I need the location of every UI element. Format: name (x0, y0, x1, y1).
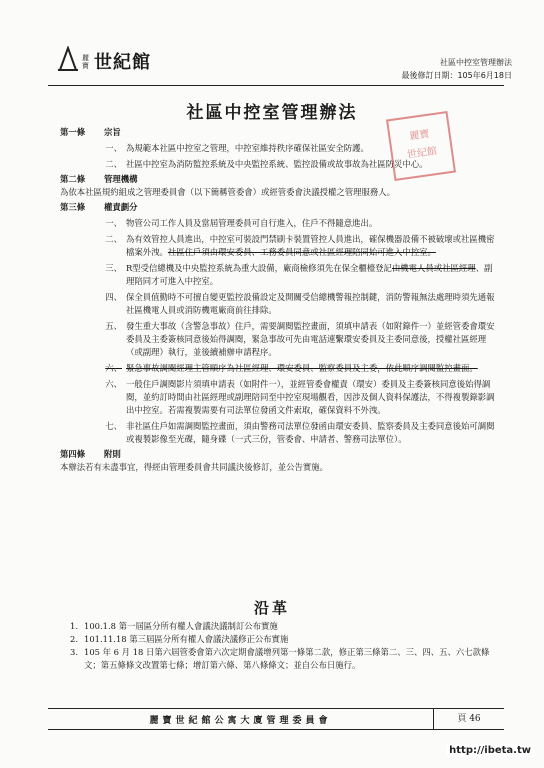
history-item: 3. 105 年 6 月 18 日第六屆管委會第六次定期會議增列第一條第二款，修正第三條第二、三、四、五、六七款條文；第五條條文改置第七條；增訂第六條、第八條條文；並自公布日施行。 (70, 647, 490, 670)
footer-org: 麗寶世紀館公寓大廈管理委員會 (149, 715, 332, 726)
section-3-item: 六、 一般住戶調閱影片須填申請表（如附件一），並經管委會權責（環安）委員及主委簽核同意後始得調閱，並約訂時間由社區經理或副理陪同至中控室現場觀看，因涉及個人資料保護法，不得複製錄影調出中控室。若需複製需要有司法單位發函文件索取，確保資料不外洩。 (105, 379, 495, 415)
struck-text: 社區住戶須由環安委員、工務委員同意或社區經理陪同始可進入中控室。 (167, 247, 436, 257)
section-1-item: 二、 社區中控室為消防監控系統及中央監控系統、監控設備或故事故為社區防災中心。 (105, 159, 428, 169)
header-divider (48, 85, 504, 86)
page-title: 社區中控室管理辦法 (186, 103, 358, 123)
section-1-heading: 第一條 宗旨 (60, 127, 121, 137)
section-3-item: 一、 物管公司工作人員及當屆管理委員可自行進入，住戶不得隨意進出。 (105, 218, 378, 228)
page-footer (48, 708, 504, 730)
logo (56, 40, 176, 80)
section-3-item-struck: 六、 緊急事故調閱經理主管順序為社區經理、環安委員、監察委員及主委，依此順序調閱監控畫面。 (98, 362, 500, 375)
header-last-revised: 最後修訂日期：105年6月18日 (401, 71, 512, 80)
section-3-item: 五、 發生重大事故（含警急事故）住戶，需要調閱監控畫面，須填申請表（如附錄件一）並經管委會環安委員及主委簽核同意後始得調閱，緊急事故可先由電話連繫環安委員及主委同意後，授權社區經理（或副理）執行，並後續補辦申請程序。 (105, 321, 495, 357)
section-3-item: 七、 非社區住戶如需調閱監控畫面，須由警務司法單位發函由環安委員、監察委員及主委同意後始可調閱或複製影像至光碟，隨身碟（一式三份，管委會、申請者、警務司法單位）。 (105, 421, 495, 444)
section-1-item: 一、 為規範本社區中控室之管理，中控室維持秩序確保社區安全防護。 (105, 143, 369, 153)
logo-small-text: 麗寶 (82, 54, 89, 70)
section-3-item: 四、 保全員值勤時不可擅自變更監控設備設定及開關受信總機警報控制鍵，消防警報無法處理時須先通報社區機電人員或消防機電廠商前往排除。 (105, 292, 495, 315)
red-seal-stamp: 麗寶 世紀館 (386, 111, 456, 181)
struck-text: 緊急事故調閱經理主管順序為社區經理、環安委員、監察委員及主委，依此順序調閱監控畫面。 (126, 363, 478, 373)
header-meta (401, 56, 512, 82)
history-item: 1. 100.1.8 第一屆區分所有權人會議決議制訂公布實施 (70, 621, 278, 631)
logo-text: 世紀館 (94, 52, 151, 73)
section-2-heading: 第二條 管理機構 (60, 174, 138, 184)
watermark: http://ibeta.tw (446, 744, 534, 757)
section-4-text: 本辦法若有未盡事宜，得經由管理委員會共同議決後修訂，並公告實施。 (60, 462, 328, 472)
logo-mark-icon (56, 46, 80, 72)
history-item: 2. 101.11.18 第三屆區分所有權人會議決議修正公布實施 (70, 634, 289, 644)
section-3-heading: 第三條 權責劃分 (60, 202, 138, 212)
section-3-item: 二、 為有效管控人員進出，中控室可裝設門禁刷卡裝置管控人員進出，確保機器設備不被破壞或社區機密檔案外洩。社區住戶須由環安委員、工務委員同意或社區經理陪同始可進入中控室。 (105, 234, 495, 257)
header-doc-name: 社區中控室管理辦法 (440, 58, 512, 67)
page-number: 頁 46 (433, 709, 504, 729)
struck-text: 由機電人員或社區經理 (391, 263, 476, 273)
document-body (60, 124, 500, 474)
history-title: 沿革 (253, 599, 290, 617)
section-4-heading: 第四條 附則 (60, 449, 121, 459)
history-list (70, 620, 500, 672)
section-3-item: 三、 R型受信總機及中央監控系統為重大設備，廠商檢修須先在保全櫃檯登記由機電人員或社區經理、副理陪同才可進入中控室。 (105, 263, 493, 286)
section-2-text: 為依本社區規約組成之管理委員會（以下簡稱管委會）或經管委會決議授權之管理服務人。 (60, 187, 395, 197)
